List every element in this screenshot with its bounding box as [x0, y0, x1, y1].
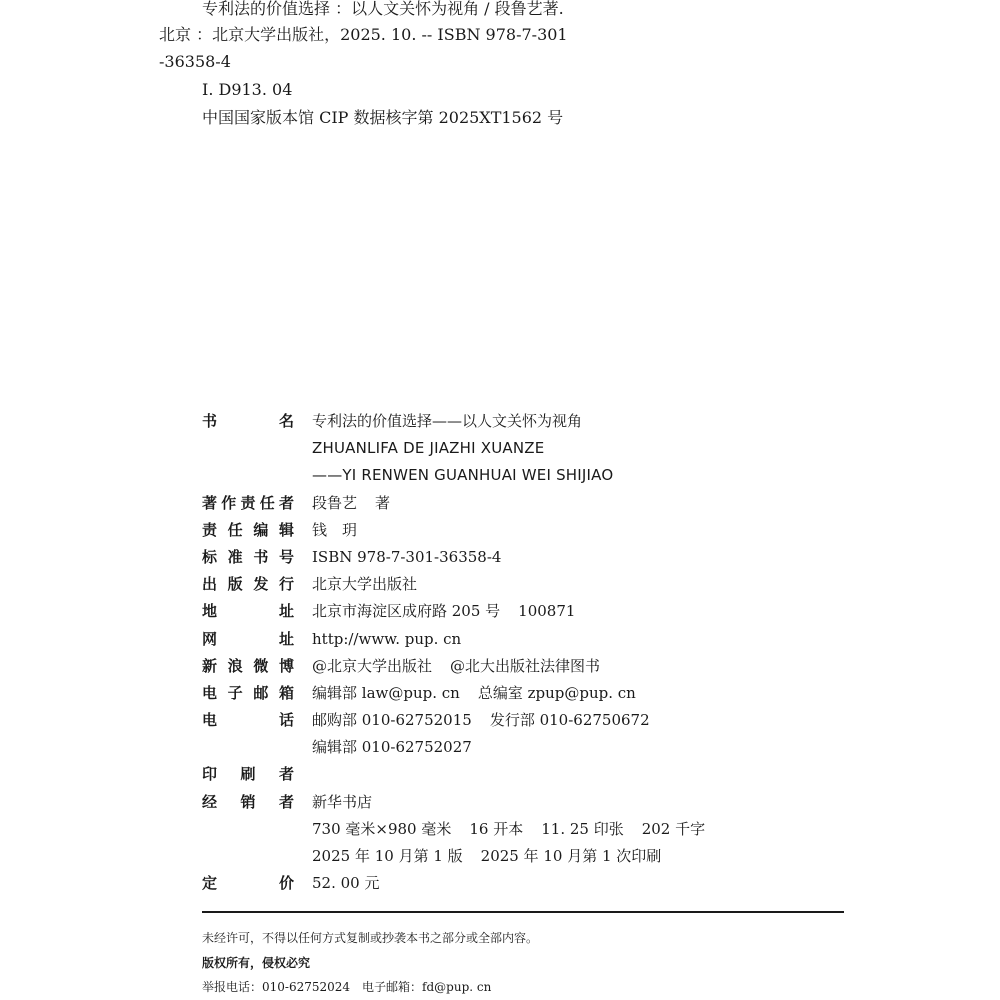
label-char: 著 — [202, 493, 218, 512]
edition-value — [312, 843, 661, 870]
author-role: 著 — [375, 493, 391, 512]
label-char: 发 — [253, 575, 269, 594]
label-char: 销 — [240, 792, 256, 811]
address-value — [312, 598, 575, 625]
label-char: 标 — [202, 547, 218, 566]
label-char: 作 — [221, 493, 237, 512]
isbn-value: ISBN 978-7-301-36358-4 — [312, 547, 502, 566]
info-row-email — [202, 680, 862, 707]
edition-version: 2025 年 10 月第 1 版 — [312, 847, 463, 865]
label-char: 博 — [278, 656, 294, 675]
email-editorial: 编辑部 law@pup. cn — [312, 683, 460, 702]
info-label-website — [202, 626, 294, 653]
info-label-title — [202, 408, 294, 435]
info-row-isbn — [202, 544, 862, 571]
info-label-price — [202, 870, 294, 897]
sheet-count: 11. 25 印张 — [541, 819, 624, 838]
label-char: 新 — [202, 656, 218, 675]
label-char: 责 — [240, 493, 256, 512]
info-label-isbn — [202, 544, 294, 571]
weibo-account-1: @北京大学出版社 — [312, 656, 433, 675]
street-address: 北京市海淀区成府路 205 号 — [312, 602, 501, 621]
label-char: 子 — [227, 683, 243, 702]
label-char: 书 — [253, 547, 269, 566]
label-char: 者 — [278, 765, 294, 784]
label-char: 经 — [202, 792, 218, 811]
postcode: 100871 — [518, 602, 576, 621]
info-row-title — [202, 408, 862, 435]
label-char: 任 — [227, 520, 243, 539]
label-char: 者 — [278, 792, 294, 811]
copy-notice: 未经许可，不得以任何方式复制或抄袭本书之部分或全部内容。 — [202, 931, 539, 945]
footer-divider — [202, 911, 844, 913]
info-label-address — [202, 598, 294, 625]
author-value — [312, 490, 390, 517]
info-label-publisher — [202, 571, 294, 598]
price-value: 52. 00 元 — [312, 874, 380, 893]
info-row-price — [202, 870, 862, 897]
phone-distribution: 发行部 010-62750672 — [489, 711, 650, 730]
info-row-printer — [202, 761, 862, 788]
label-char: 浪 — [227, 656, 243, 675]
label-char: 箱 — [278, 683, 294, 702]
label-char: 准 — [227, 547, 243, 566]
book-title-pinyin-2: ——YI RENWEN GUANHUAI WEI SHIJIAO — [312, 466, 614, 485]
website-link[interactable]: http://www. pup. cn — [312, 629, 462, 648]
info-row-pinyin-2 — [202, 462, 862, 489]
label-char: 微 — [253, 656, 269, 675]
distributor-name: 新华书店 — [312, 792, 373, 811]
cip-publisher-line: 北京 ：北京大学出版社，2025. 10. -- ISBN 978-7-301 — [159, 25, 568, 44]
format-value — [312, 816, 705, 843]
label-char: 责 — [202, 520, 218, 539]
label-char: 号 — [278, 547, 294, 566]
info-label-editor — [202, 517, 294, 544]
info-label-phone — [202, 707, 294, 734]
book-title-pinyin-1: ZHUANLIFA DE JIAZHI XUANZE — [312, 439, 545, 458]
kai-ben: 16 开本 — [469, 819, 524, 838]
label-char: 定 — [202, 874, 218, 893]
label-char: 话 — [278, 711, 294, 730]
info-row-distributor — [202, 789, 862, 816]
info-row-author — [202, 490, 862, 517]
cip-isbn-tail: -36358-4 — [159, 52, 231, 71]
cip-classification: Ⅰ. D913. 04 — [202, 80, 293, 99]
label-char: 名 — [278, 412, 294, 430]
weibo-account-2: @北大出版社法律图书 — [450, 656, 601, 675]
label-char: 刷 — [240, 765, 256, 784]
report-contact: 举报电话：010-62752024 电子邮箱：fd@pup. cn — [202, 980, 492, 994]
label-char: 址 — [278, 629, 294, 648]
label-char: 任 — [259, 493, 275, 512]
label-char: 电 — [202, 683, 218, 702]
label-char: 地 — [202, 602, 218, 621]
info-row-pinyin-1 — [202, 435, 862, 462]
info-label-weibo — [202, 653, 294, 680]
label-char: 价 — [278, 874, 294, 893]
publisher-name: 北京大学出版社 — [312, 575, 418, 594]
info-row-editor — [202, 517, 862, 544]
author-name: 段鲁艺 — [312, 493, 358, 512]
label-char: 编 — [253, 520, 269, 539]
label-char: 书 — [202, 412, 218, 430]
info-label-author — [202, 490, 294, 517]
label-char: 版 — [227, 575, 243, 594]
info-label-email — [202, 680, 294, 707]
info-label-printer — [202, 761, 294, 788]
book-info-table — [202, 408, 862, 897]
email-general: 总编室 zpup@pup. cn — [477, 683, 636, 702]
info-row-address — [202, 598, 862, 625]
editor-name: 钱 玥 — [312, 520, 358, 539]
label-char: 者 — [278, 493, 294, 512]
label-char: 电 — [202, 711, 218, 730]
email-value — [312, 680, 636, 707]
info-row-edition — [202, 843, 862, 870]
label-char: 邮 — [253, 683, 269, 702]
info-row-website — [202, 626, 862, 653]
word-count: 202 千字 — [641, 819, 706, 838]
info-row-publisher — [202, 571, 862, 598]
label-char: 辑 — [278, 520, 294, 539]
book-title: 专利法的价值选择——以人文关怀为视角 — [312, 412, 583, 430]
paper-size: 730 毫米×980 毫米 — [312, 819, 452, 838]
cip-record-number: 中国国家版本馆 CIP 数据核字第 2025XT1562 号 — [202, 108, 564, 127]
label-char: 址 — [278, 602, 294, 621]
label-char: 行 — [278, 575, 294, 594]
info-row-format — [202, 816, 862, 843]
info-row-weibo — [202, 653, 862, 680]
phone-editorial: 编辑部 010-62752027 — [312, 738, 472, 757]
phone-value — [312, 707, 650, 734]
edition-printing: 2025 年 10 月第 1 次印刷 — [480, 847, 662, 865]
info-row-phone-2 — [202, 734, 862, 761]
label-char: 出 — [202, 575, 218, 594]
label-char: 印 — [202, 765, 218, 784]
weibo-value — [312, 653, 600, 680]
label-char: 网 — [202, 629, 218, 648]
phone-mail-order: 邮购部 010-62752015 — [312, 711, 472, 730]
info-label-distributor — [202, 789, 294, 816]
copyright-statement: 版权所有，侵权必究 — [202, 956, 311, 970]
info-row-phone — [202, 707, 862, 734]
cip-title-line: 专利法的价值选择 ：以人文关怀为视角 / 段鲁艺著. — [202, 0, 564, 18]
